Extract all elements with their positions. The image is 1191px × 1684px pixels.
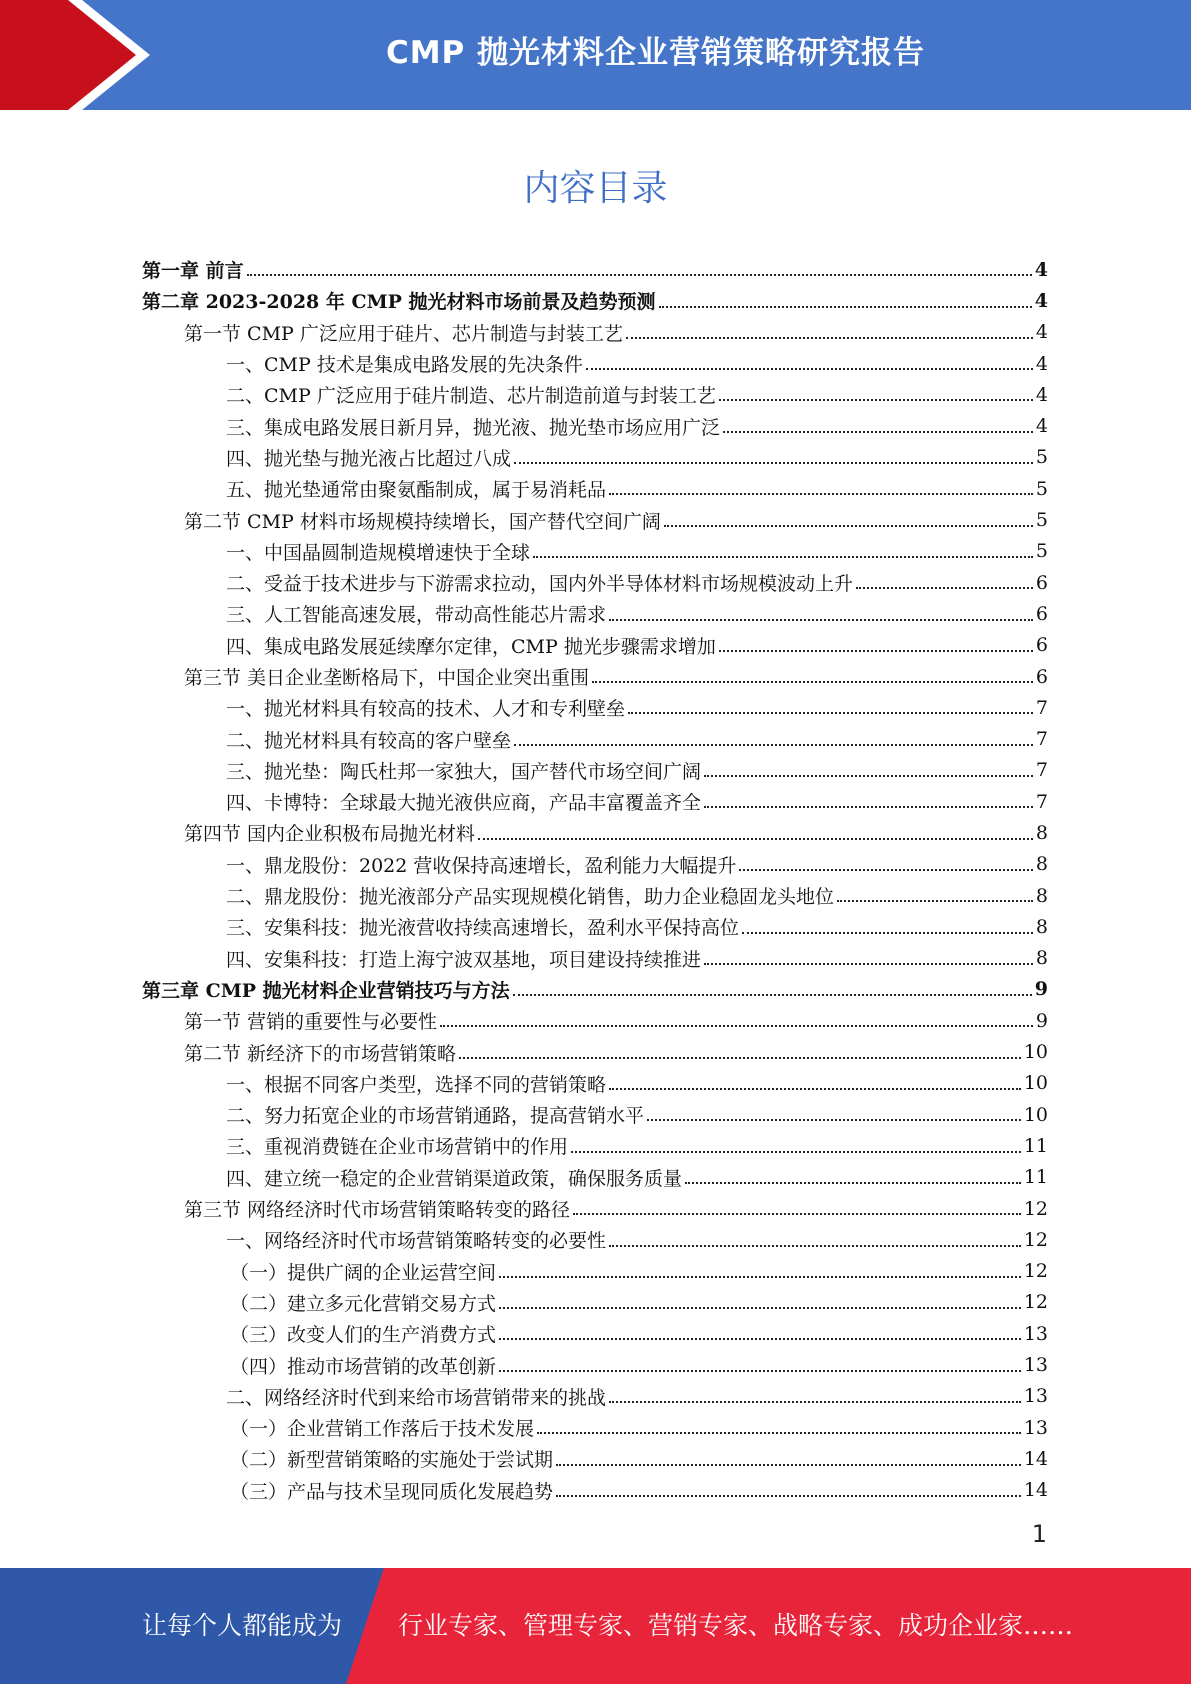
toc-entry-page: 6 (1035, 602, 1048, 625)
toc-entry-page: 4 (1034, 258, 1048, 281)
toc-dot-leader (742, 931, 1033, 934)
toc-dot-leader (647, 1118, 1021, 1121)
toc-entry-text: （三）改变人们的生产消费方式 (230, 1324, 497, 1347)
toc-entry-page: 12 (1023, 1291, 1048, 1314)
toc-entry[interactable] (142, 880, 1048, 911)
toc-dot-leader (704, 774, 1033, 777)
header-arrow-icon (0, 0, 160, 110)
toc-entry-page: 5 (1035, 477, 1048, 500)
toc-entry-text: 三、抛光垫：陶氏杜邦一家独大，国产替代市场空间广阔 (226, 760, 702, 783)
toc-entry-page: 13 (1023, 1354, 1048, 1377)
toc-entry-text: 第一章 前言 (142, 260, 244, 283)
toc-entry-text: 五、抛光垫通常由聚氨酯制成，属于易消耗品 (226, 479, 607, 502)
toc-entry[interactable] (142, 410, 1048, 441)
footer-slogan-left: 让每个人都能成为 (142, 1611, 343, 1640)
toc-entry-text: （一）提供广阔的企业运营空间 (230, 1261, 497, 1284)
toc-entry[interactable] (142, 1412, 1048, 1443)
toc-entry[interactable] (142, 379, 1048, 410)
toc-dot-leader (592, 680, 1033, 683)
toc-dot-leader (609, 1400, 1021, 1403)
toc-entry[interactable] (142, 1256, 1048, 1287)
toc-dot-leader (723, 430, 1033, 433)
toc-entry[interactable] (142, 661, 1048, 692)
toc-entry-text: 二、努力拓宽企业的市场营销通路，提高营销水平 (226, 1105, 645, 1128)
toc-entry-text: 一、抛光材料具有较高的技术、人才和专利壁垒 (226, 698, 626, 721)
toc-dot-leader (499, 1306, 1021, 1309)
toc-entry-page: 4 (1035, 415, 1048, 438)
toc-dot-leader (609, 618, 1033, 621)
toc-dot-leader (573, 1212, 1021, 1215)
toc-dot-leader (514, 743, 1033, 746)
toc-entry-page: 11 (1023, 1166, 1048, 1189)
toc-entry-text: 第二章 2023-2028 年 CMP 抛光材料市场前景及趋势预测 (142, 291, 656, 314)
toc-entry[interactable] (142, 1475, 1048, 1506)
toc-entry-page: 13 (1023, 1416, 1048, 1439)
toc-entry-page: 6 (1035, 571, 1048, 594)
toc-entry[interactable] (142, 974, 1048, 1005)
toc-entry-text: 第三章 CMP 抛光材料企业营销技巧与方法 (142, 979, 510, 1002)
toc-entry[interactable] (142, 1381, 1048, 1412)
toc-entry[interactable] (142, 1193, 1048, 1224)
toc-entry-text: 第二节 新经济下的市场营销策略 (184, 1042, 457, 1065)
toc-entry-text: 第一节 CMP 广泛应用于硅片、芯片制造与封装工艺 (184, 322, 623, 345)
toc-entry[interactable] (142, 536, 1048, 567)
toc-entry[interactable] (142, 630, 1048, 661)
toc-entry-page: 4 (1034, 289, 1048, 312)
toc-entry[interactable] (142, 442, 1048, 473)
toc-dot-leader (609, 492, 1033, 495)
toc-entry-page: 7 (1035, 790, 1048, 813)
toc-entry-page: 7 (1035, 759, 1048, 782)
page-header (0, 0, 1191, 110)
toc-entry-page: 8 (1035, 884, 1048, 907)
footer-slogan-right: 行业专家、管理专家、营销专家、战略专家、成功企业家…… (398, 1611, 1074, 1640)
header-title: CMP 抛光材料企业营销策略研究报告 (385, 35, 926, 71)
toc-entry-text: （四）推动市场营销的改革创新 (230, 1355, 497, 1378)
toc-entry-text: 一、CMP 技术是集成电路发展的先决条件 (226, 354, 583, 377)
toc-entry[interactable] (142, 817, 1048, 848)
page-number: 1 (1031, 1520, 1047, 1548)
toc-entry-page: 14 (1023, 1447, 1048, 1470)
toc-entry[interactable] (142, 567, 1048, 598)
toc-entry[interactable] (142, 943, 1048, 974)
toc-dot-leader (628, 711, 1033, 714)
toc-dot-leader (499, 1275, 1021, 1278)
toc-dot-leader (704, 805, 1033, 808)
toc-dot-leader (459, 1056, 1021, 1059)
toc-dot-leader (856, 586, 1033, 589)
toc-entry-page: 5 (1035, 509, 1048, 532)
toc-entry-page: 5 (1035, 540, 1048, 563)
toc-entry-text: 四、安集科技：打造上海宁波双基地，项目建设持续推进 (226, 948, 702, 971)
toc-entry-page: 4 (1035, 383, 1048, 406)
toc-entry[interactable] (142, 1068, 1048, 1099)
toc-entry[interactable] (142, 254, 1048, 285)
toc-entry[interactable] (142, 504, 1048, 535)
toc-entry-text: 第三节 网络经济时代市场营销策略转变的路径 (184, 1199, 571, 1222)
toc-title: 内容目录 (523, 168, 668, 209)
table-of-contents (142, 254, 1048, 1506)
toc-dot-leader (704, 962, 1033, 965)
toc-dot-leader (440, 1024, 1033, 1027)
toc-dot-leader (719, 649, 1033, 652)
toc-dot-leader (533, 555, 1033, 558)
toc-dot-leader (513, 993, 1032, 996)
toc-entry-text: 三、重视消费链在企业市场营销中的作用 (226, 1136, 569, 1159)
toc-dot-leader (685, 1181, 1021, 1184)
toc-entry-text: 第二节 CMP 材料市场规模持续增长，国产替代空间广阔 (184, 510, 661, 533)
page-footer (0, 1568, 1191, 1684)
toc-entry-page: 11 (1023, 1134, 1048, 1157)
toc-dot-leader (556, 1463, 1021, 1466)
toc-dot-leader (537, 1431, 1021, 1434)
toc-entry[interactable] (142, 911, 1048, 942)
toc-entry-page: 14 (1023, 1479, 1048, 1502)
toc-entry[interactable] (142, 1443, 1048, 1474)
toc-entry-text: 第三节 美日企业垄断格局下，中国企业突出重围 (184, 667, 590, 689)
toc-entry-page: 9 (1034, 978, 1048, 1001)
toc-entry[interactable] (142, 1287, 1048, 1318)
toc-entry-page: 8 (1035, 947, 1048, 970)
toc-dot-leader (719, 398, 1033, 401)
toc-dot-leader (609, 1244, 1021, 1247)
toc-entry-page: 4 (1035, 352, 1048, 375)
toc-entry-page: 7 (1035, 728, 1048, 751)
toc-dot-leader (247, 273, 1032, 276)
toc-entry-page: 12 (1023, 1197, 1048, 1220)
toc-entry-text: 四、集成电路发展延续摩尔定律，CMP 抛光步骤需求增加 (226, 635, 716, 658)
toc-entry-text: 第一节 营销的重要性与必要性 (184, 1011, 438, 1034)
toc-entry-text: （二）建立多元化营销交易方式 (230, 1292, 497, 1315)
toc-entry-page: 12 (1023, 1260, 1048, 1283)
toc-entry-text: 二、鼎龙股份：抛光液部分产品实现规模化销售，助力企业稳固龙头地位 (226, 886, 835, 909)
toc-dot-leader (478, 837, 1033, 840)
toc-entry-text: （二）新型营销策略的实施处于尝试期 (230, 1449, 554, 1472)
toc-entry-page: 8 (1035, 915, 1048, 938)
toc-dot-leader (556, 1494, 1021, 1497)
toc-entry[interactable] (142, 473, 1048, 504)
toc-entry-text: 三、安集科技：抛光液营收持续高速增长，盈利水平保持高位 (226, 917, 740, 940)
toc-entry-page: 6 (1035, 665, 1048, 688)
toc-entry-page: 8 (1035, 821, 1048, 844)
toc-dot-leader (837, 899, 1033, 902)
toc-entry-text: （三）产品与技术呈现同质化发展趋势 (230, 1480, 554, 1503)
toc-entry-page: 8 (1035, 853, 1048, 876)
toc-entry[interactable] (142, 285, 1048, 316)
toc-entry-text: 三、人工智能高速发展，带动高性能芯片需求 (226, 604, 607, 627)
toc-entry[interactable] (142, 849, 1048, 880)
toc-dot-leader (739, 868, 1033, 871)
toc-entry[interactable] (142, 1099, 1048, 1130)
toc-dot-leader (586, 367, 1033, 370)
toc-entry[interactable] (142, 723, 1048, 754)
toc-entry-text: 二、网络经济时代到来给市场营销带来的挑战 (226, 1386, 607, 1409)
toc-entry-text: 二、受益于技术进步与下游需求拉动，国内外半导体材料市场规模波动上升 (226, 573, 854, 596)
toc-entry[interactable] (142, 1130, 1048, 1161)
toc-entry-text: 第四节 国内企业积极布局抛光材料 (184, 823, 476, 846)
toc-entry-text: 三、集成电路发展日新月异，抛光液、抛光垫市场应用广泛 (226, 416, 721, 439)
toc-dot-leader (609, 1087, 1021, 1090)
toc-entry-text: 二、抛光材料具有较高的客户壁垒 (226, 729, 512, 752)
toc-entry-page: 10 (1023, 1103, 1048, 1126)
toc-entry-text: 四、抛光垫与抛光液占比超过八成 (226, 447, 512, 470)
toc-entry[interactable] (142, 598, 1048, 629)
toc-entry-page: 12 (1023, 1228, 1048, 1251)
toc-entry[interactable] (142, 786, 1048, 817)
toc-entry-page: 10 (1023, 1072, 1048, 1095)
toc-entry[interactable] (142, 317, 1048, 348)
toc-entry-page: 10 (1023, 1041, 1048, 1064)
toc-entry-text: （一）企业营销工作落后于技术发展 (230, 1418, 535, 1441)
toc-entry[interactable] (142, 1036, 1048, 1067)
toc-entry[interactable] (142, 1349, 1048, 1380)
toc-dot-leader (626, 336, 1033, 339)
toc-dot-leader (571, 1150, 1021, 1153)
toc-entry-page: 13 (1023, 1385, 1048, 1408)
toc-dot-leader (514, 461, 1033, 464)
toc-entry-text: 一、鼎龙股份：2022 营收保持高速增长，盈利能力大幅提升 (226, 854, 737, 877)
toc-dot-leader (499, 1337, 1021, 1340)
toc-entry[interactable] (142, 755, 1048, 786)
toc-entry[interactable] (142, 1318, 1048, 1349)
toc-dot-leader (659, 305, 1032, 308)
toc-entry-page: 6 (1035, 634, 1048, 657)
toc-entry-page: 7 (1035, 696, 1048, 719)
toc-entry-text: 二、CMP 广泛应用于硅片制造、芯片制造前道与封装工艺 (226, 385, 716, 408)
toc-dot-leader (664, 524, 1033, 527)
toc-entry-page: 9 (1035, 1009, 1048, 1032)
toc-entry-text: 一、中国晶圆制造规模增速快于全球 (226, 541, 531, 564)
toc-entry-page: 13 (1023, 1322, 1048, 1345)
toc-entry-text: 四、卡博特：全球最大抛光液供应商，产品丰富覆盖齐全 (226, 792, 702, 815)
toc-entry-text: 四、建立统一稳定的企业营销渠道政策，确保服务质量 (226, 1167, 683, 1190)
toc-entry[interactable] (142, 1224, 1048, 1255)
toc-entry[interactable] (142, 692, 1048, 723)
toc-dot-leader (499, 1369, 1021, 1372)
toc-entry-text: 一、网络经济时代市场营销策略转变的必要性 (226, 1230, 607, 1253)
toc-entry-text: 一、根据不同客户类型，选择不同的营销策略 (226, 1073, 607, 1096)
toc-entry-page: 4 (1035, 321, 1048, 344)
toc-entry[interactable] (142, 1162, 1048, 1193)
toc-entry-page: 5 (1035, 446, 1048, 469)
toc-entry[interactable] (142, 348, 1048, 379)
toc-entry[interactable] (142, 1005, 1048, 1036)
